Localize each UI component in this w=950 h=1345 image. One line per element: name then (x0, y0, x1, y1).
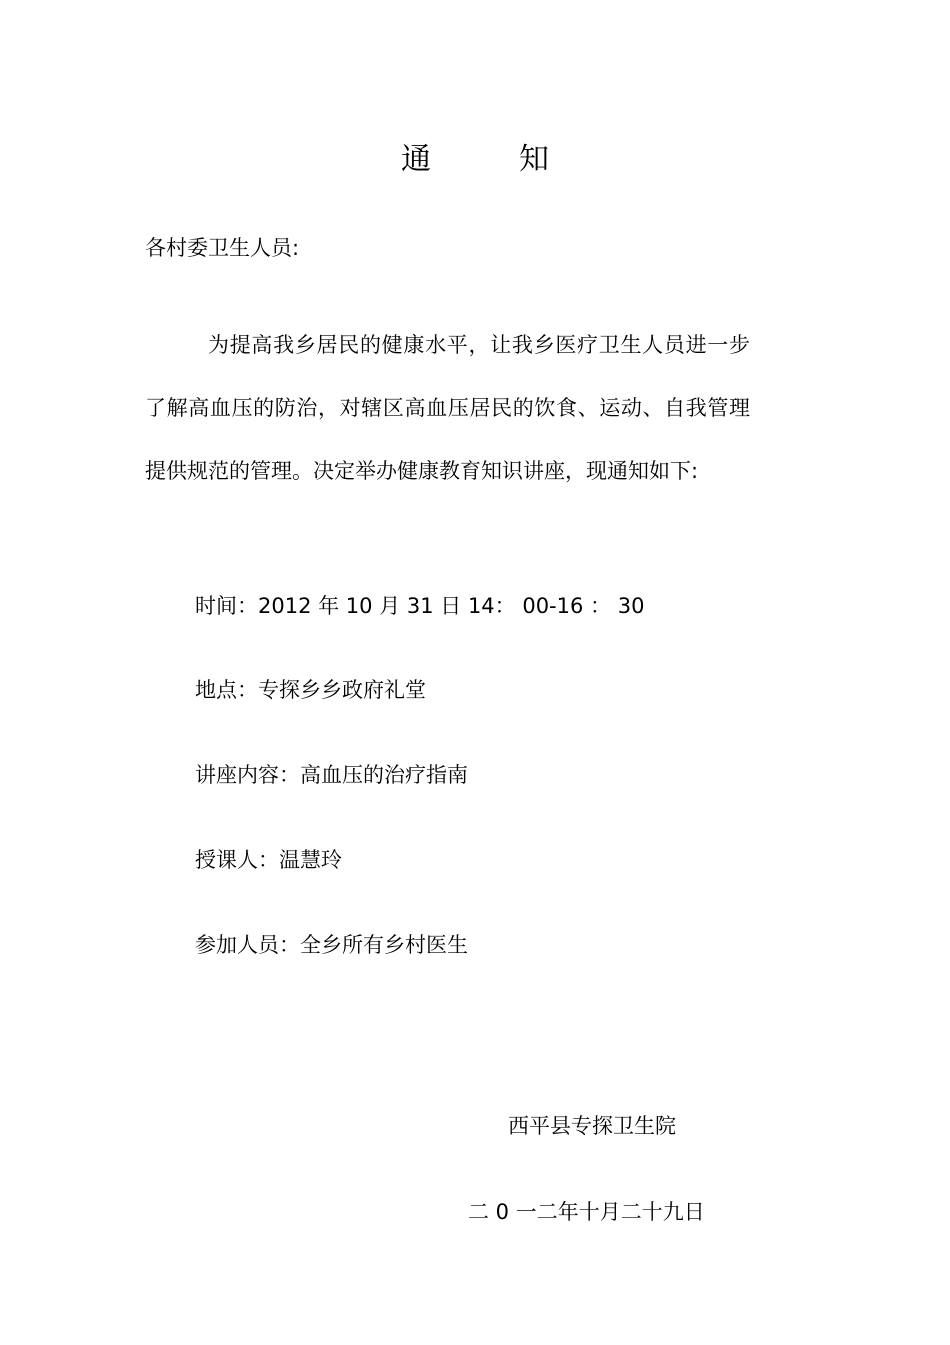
attendees-label: 参加人员： (195, 933, 300, 957)
lecturer-item (195, 842, 342, 878)
title-char-2: 知 (519, 142, 549, 177)
time-item (195, 588, 644, 624)
title-char-1: 通 (401, 142, 431, 177)
lecture-content-value: 高血压的治疗指南 (300, 763, 468, 787)
attendees-value: 全乡所有乡村医生 (300, 933, 468, 957)
body-paragraph: 为提高我乡居民的健康水平，让我乡医疗卫生人员进一步了解高血压的防治，对辖区高血压居民的饮食、运动、自我管理提供规范的管理。决定举办健康教育知识讲座，现通知如下: (145, 333, 750, 483)
issue-date: 二 0 一二年十月二十九日 (468, 1200, 705, 1224)
lecture-content-item (195, 757, 468, 793)
issuing-organization: 西平县专探卫生院 (508, 1114, 676, 1138)
lecturer-value: 温慧玲 (279, 848, 342, 872)
location-label: 地点： (195, 678, 258, 702)
location-item (195, 672, 426, 708)
document-title (0, 138, 950, 182)
time-value: 2012 年 10 月 31 日 14： 00-16 ： 30 (258, 594, 645, 618)
salutation: 各村委卫生人员: (145, 236, 300, 260)
lecturer-label: 授课人： (195, 848, 279, 872)
attendees-item (195, 927, 468, 963)
lecture-content-label: 讲座内容： (195, 763, 300, 787)
location-value: 专探乡乡政府礼堂 (258, 678, 426, 702)
time-label: 时间： (195, 594, 258, 618)
